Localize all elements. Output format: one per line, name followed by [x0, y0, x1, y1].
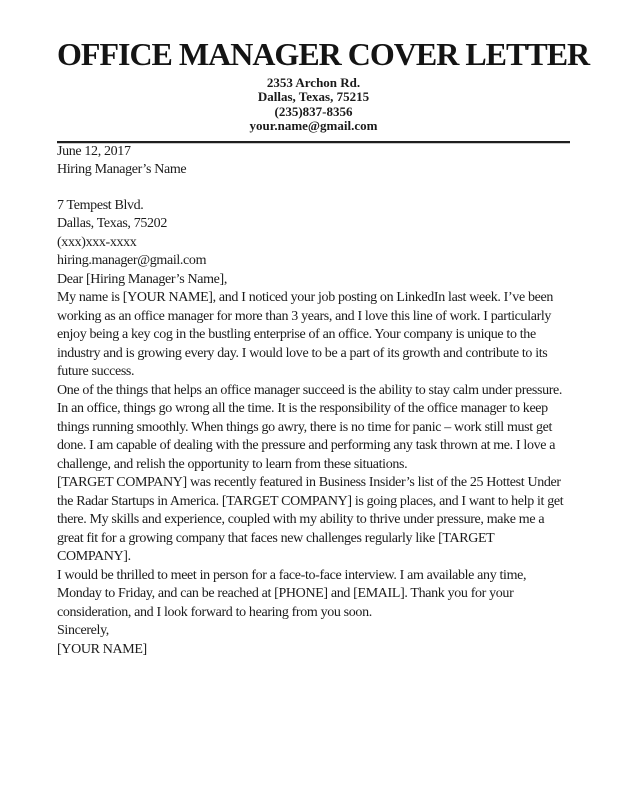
sender-street: 2353 Archon Rd.: [266, 75, 361, 90]
page-title: OFFICE MANAGER COVER LETTER: [57, 36, 590, 72]
letter-date: June 12, 2017: [57, 143, 131, 159]
closing: Sincerely,: [57, 623, 109, 639]
sender-email: your.name@gmail.com: [249, 118, 378, 134]
letter-body: [57, 143, 570, 660]
body-paragraph-2: One of the things that helps an office manager succeed is the ability to stay calm under pressure. In an office, things go wrong all the time. It is the responsibility of the office manager to keep things running smoothly. When things go awry, there is no time for panic – work still must get done. I am capable of dealing with the pressure and performing any task thrown at me. I love a challenge, and relish the opportunity to learn from these situations.: [57, 382, 563, 472]
recipient-phone: (xxx)xxx-xxxx: [57, 234, 137, 250]
body-paragraph-3: [TARGET COMPANY] was recently featured in Business Insider’s list of the 25 Hottest Under the Radar Startups in America. [TARGET COMPANY] is going places, and I want to help it get there. My skills and experience, coupled with my ability to thrive under pressure, make me a great fit for a growing company that faces new challenges regularly like [TARGET COMPANY].: [57, 475, 564, 565]
signature-name: [YOUR NAME]: [57, 641, 147, 657]
sender-contact-block: [57, 76, 570, 134]
sender-city: Dallas, Texas, 75215: [257, 89, 370, 105]
recipient-city: Dallas, Texas, 75202: [57, 216, 167, 232]
salutation: Dear [Hiring Manager’s Name],: [57, 271, 227, 287]
recipient-address-block: [57, 197, 570, 271]
sender-phone: (235)837-8356: [274, 103, 353, 119]
letterhead: [57, 36, 590, 143]
body-paragraph-1: My name is [YOUR NAME], and I noticed your job posting on LinkedIn last week. I’ve been working as an office manager for more than 3 years, and I love this line of work. I particularly enjoy being a key cog in the bustling enterprise of an office. Your company is unique to the industry and is growing every day. I would love to be a part of its growth and contribute to its future success.: [57, 290, 553, 380]
body-paragraph-4: I would be thrilled to meet in person for a face-to-face interview. I am available any time, Monday to Friday, and can be reached at [PHONE] and [EMAIL]. Thank you for your consideration, and I look forward to hearing from you soon.: [57, 567, 527, 620]
recipient-street: 7 Tempest Blvd.: [57, 197, 144, 213]
recipient-email: hiring.manager@gmail.com: [57, 253, 207, 269]
recipient-name: Hiring Manager’s Name: [57, 162, 187, 178]
